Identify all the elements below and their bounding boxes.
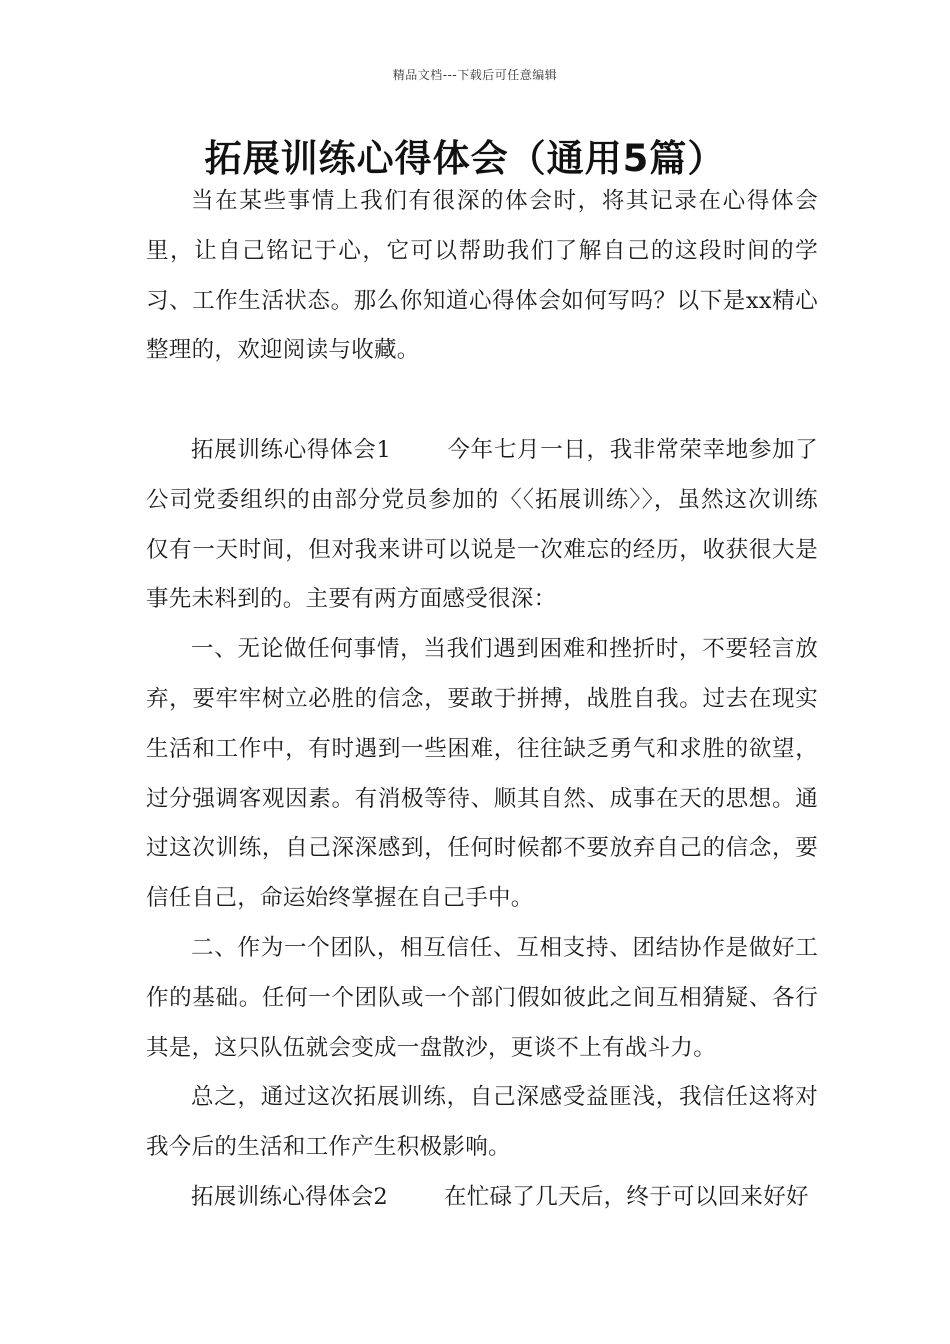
document-title: 拓展训练心得体会（通用5篇）	[204, 137, 726, 180]
intro-block	[146, 177, 818, 376]
intro-paragraph: 当在某些事情上我们有很深的体会时，将其记录在心得体会里，让自己铭记于心，它可以帮助我们了解自己的这段时间的学习、工作生活状态。那么你知道心得体会如何写吗？以下是xx精心整理的，欢迎阅读与收藏。	[146, 188, 818, 364]
section-2-lead: 在忙碌了几天后，终于可以回来好好	[444, 1183, 809, 1210]
section-1-summary: 总之，通过这次拓展训练，自己深感受益匪浅，我信任这将对我今后的生活和工作产生积极影响。	[146, 1084, 818, 1161]
section-2-lead-paragraph	[146, 1173, 818, 1223]
section-2-heading: 拓展训练心得体会2	[191, 1183, 389, 1210]
main-body	[146, 426, 818, 1223]
section-1-lead: 今年七月一日，我非常荣幸地参加了公司党委组织的由部分党员参加的〈〈拓展训练〉〉，虽然这次训练仅有一天时间，但对我来讲可以说是一次难忘的经历，收获很大是事先未料到的。主要有两方面感受很深：	[146, 437, 818, 613]
section-1-lead-paragraph	[146, 426, 818, 625]
section-1-heading: 拓展训练心得体会1	[191, 437, 392, 463]
header-note: 精品文档---下载后可任意编辑	[392, 68, 558, 82]
section-1-point-2: 二、作为一个团队，相互信任、互相支持、团结协作是做好工作的基础。任何一个团队或一个部门假如彼此之间互相猜疑、各行其是，这只队伍就会变成一盘散沙，更谈不上有战斗力。	[146, 934, 818, 1061]
section-1-point-1: 一、无论做任何事情，当我们遇到困难和挫折时，不要轻言放弃，要牢牢树立必胜的信念，要敢于拼搏，战胜自我。过去在现实生活和工作中，有时遇到一些困难，往往缺乏勇气和求胜的欲望，过分强调客观因素。有消极等待、顺其自然、成事在天的思想。通过这次训练，自己深深感到，任何时候都不要放弃自己的信念，要信任自己，命运始终掌握在自己手中。	[146, 636, 818, 912]
